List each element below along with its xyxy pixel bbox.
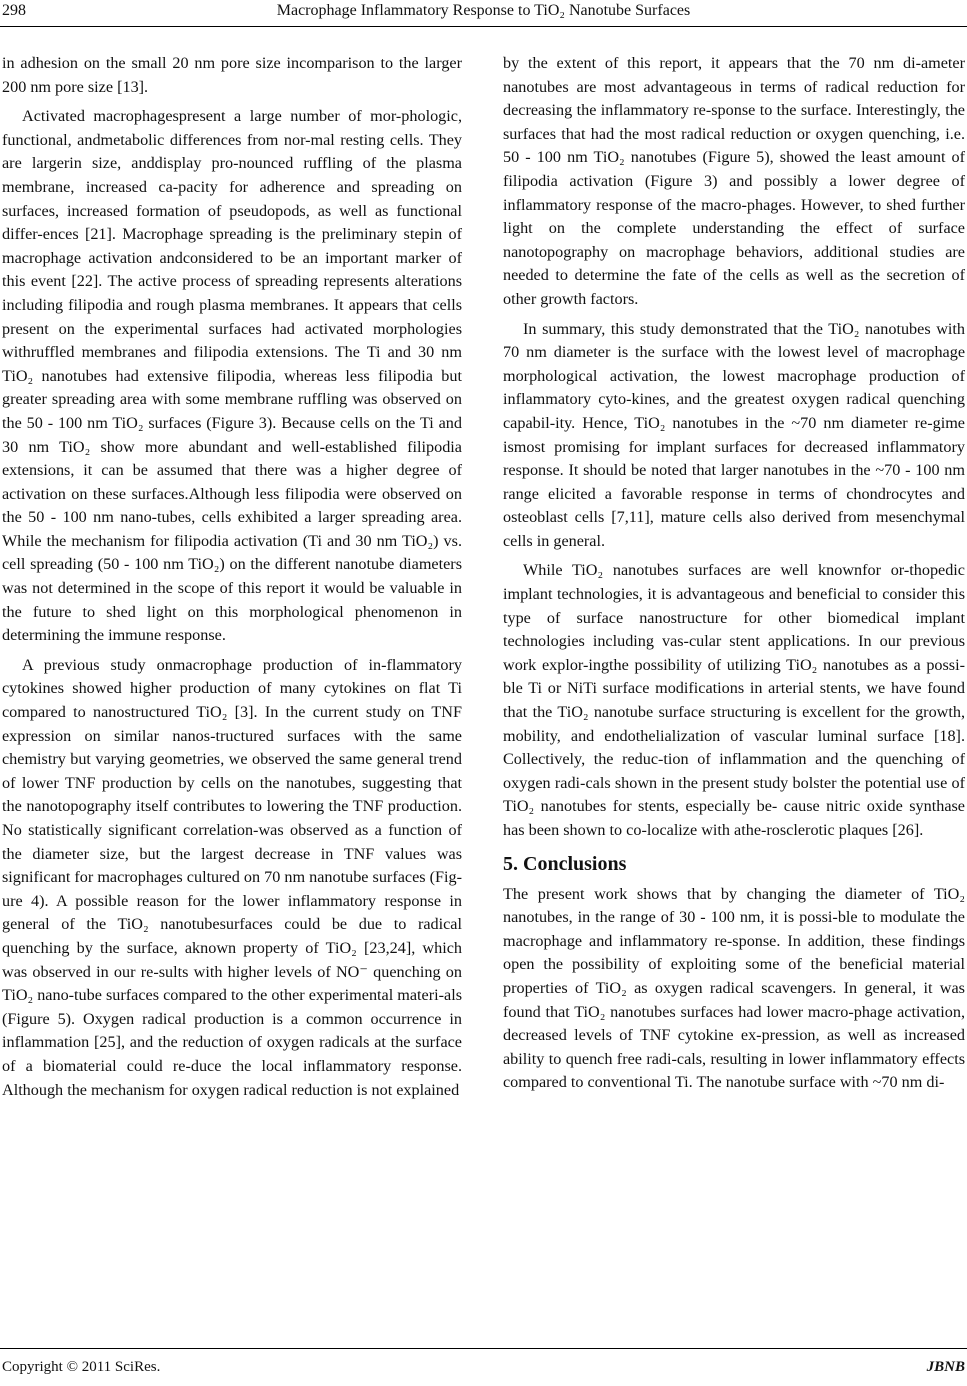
right-paragraph-1: by the extent of this report, it appears that the 70 nm di-ameter nanotubes are most advantageous in terms of radical reduction for decreasing the inflammatory re-sponse to the surface. Interestingly, the surfaces that had the most radical reduction or oxygen quenching, i.e. 50 - 100 nm TiO₂ nanotubes (Figure 5), showed the least amount of filipodia activation (Figure 3) and possibly a lower degree of inflammatory response of the macro-phages. However, to shed further light on the complete understanding the effect of surface nanotopography on macrophage behaviors, additional studies are needed to determine the fate of the cells as well as the secretion of other growth factors.: [503, 54, 965, 308]
running-title: Macrophage Inflammatory Response to TiO₂ Nanotube Surfaces: [276, 2, 691, 19]
right-paragraph-3: While TiO₂ nanotubes surfaces are well knownfor or-thopedic implant technologies, it is advantageous and beneficial to consider this type of surface nanostructure for other biomedical implant technologies including vas-cular stent applications. In our previous work explor-ingthe possibility of utilizing TiO₂ nanotubes as a possi-ble Ti or NiTi surface modifications in arterial stents, we have found that the TiO₂ nanotube surface structuring is excellent for the growth, mobility, and endothelialization of vascular luminal surface [18]. Collectively, the reduc-tion of inflammation and the quenching of oxygen radi-cals shown in the present study bolster the potential use of TiO₂ nanotubes for stents, especially be- cause nitric oxide synthase has been shown to co-localize with athe-rosclerotic plaques [26].: [503, 561, 965, 839]
page-number: 298: [2, 2, 26, 19]
footer-rule: [0, 1348, 967, 1349]
journal-abbreviation: JBNB: [926, 1359, 965, 1375]
left-paragraph-3: A previous study onmacrophage production of in-flammatory cytokines showed higher production of many cytokines on flat Ti compared to nanostructured TiO₂ [3]. In the current study on TNF expression on similar nanos-tructured surfaces with the same chemistry but varying geometries, we observed the same general trend of lower TNF production by cells on the nanotubes, suggesting that the nanotopography itself contributes to lowering the TNF production. No statistically significant correlation-was observed as a function of the diameter size, but the largest decrease in TNF values was significant for macrophages cultured on 70 nm nanotube surfaces (Fig-ure 4). A possible reason for the lower inflammatory response in general of the TiO₂ nanotubesurfaces could be due to radical quenching by the surface, aknown property of TiO₂ [23,24], which was observed in our re-sults with higher levels of NO⁻ quenching on TiO₂ nano-tube surfaces compared to the other experimental materi-als (Figure 5). Oxygen radical production is a common occurrence in inflammation [25], and the reduction of oxygen radicals at the surface of a biomaterial could re-duce the local inflammatory response. Although the mechanism for oxygen radical reduction is not explained: [2, 655, 462, 1099]
right-column: [503, 52, 965, 1095]
left-paragraph-2: Activated macrophagespresent a large number of mor-phologic, functional, andmetabolic differences from nor-mal resting cells. They are largerin size, anddisplay pro-nounced ruffling of the plasma membrane, increased ca-pacity for adherence and spreading on surfaces, increased formation of pseudopods, as well as functional differ-ences [21]. Macrophage spreading is the preliminary stepin of macrophage activation andconsidered to be an important marker of this event [22]. The active process of spreading represents alterations including filipodia and rough plasma membranes. It appears that cells present on the experimental surfaces had activated morphologies withruffled membranes and filipodia extensions. The Ti and 30 nm TiO₂ nanotubes had extensive filipodia, whereas less filipodia but greater spreading area with some membrane ruffling was observed on the 50 - 100 nm TiO₂ surfaces (Figure 3). Because cells on the Ti and 30 nm TiO₂ show more abundant and well-established filipodia extensions, it can be assumed that there was a higher degree of activation on these surfaces.Although less filipodia were observed on the 50 - 100 nm nano-tubes, cells exhibited a larger spreading area. While the mechanism for filipodia activation (Ti and 30 nm TiO₂) vs. cell spreading (50 - 100 nm TiO₂) on the different nanotube diameters was not determined in the scope of this report it would be valuable in the future to shed light on this morphological phenomenon in determining the immune response.: [2, 107, 462, 645]
left-paragraph-1: in adhesion on the small 20 nm pore size incomparison to the larger 200 nm pore size [13].: [2, 54, 462, 96]
right-paragraph-4: The present work shows that by changing the diameter of TiO₂ nanotubes, in the range of 30 - 100 nm, it is possi-ble to modulate the macrophage and inflammatory re-sponse. In addition, these findings open the possibility of exploiting some of the beneficial material properties of TiO₂ as oxygen radical scavengers. In general, it was found that TiO₂ nanotubes surfaces had lower macro-phage activation, decreased levels of TNF cytokine ex-pression, as well as increased ability to quench free radi-cals, resulting in lower inflammatory effects compared to conventional Ti. The nanotube surface with ~70 nm di-: [503, 884, 965, 1092]
page-header: [0, 0, 967, 30]
header-rule: [0, 26, 967, 27]
right-paragraph-2: In summary, this study demonstrated that the TiO₂ nanotubes with 70 nm diameter is the surface with the lowest level of macrophage morphological activation, the lowest macrophage production of inflammatory cyto-kines, and the greatest oxygen radical quenching capabil-ity. Hence, TiO₂ nanotubes in the ~70 nm diameter re-gime ismost promising for implant surfaces for decreased inflammatory response. It should be noted that larger nanotubes in the ~70 - 100 nm range elicited a favorable response in terms of chondrocytes and osteoblast cells [7,11], mature cells also derived from mesenchymal cells in general.: [503, 319, 965, 550]
copyright-notice: Copyright © 2011 SciRes.: [2, 1359, 161, 1375]
section-heading-conclusions: 5. Conclusions: [503, 852, 627, 875]
left-column: [2, 52, 462, 1102]
